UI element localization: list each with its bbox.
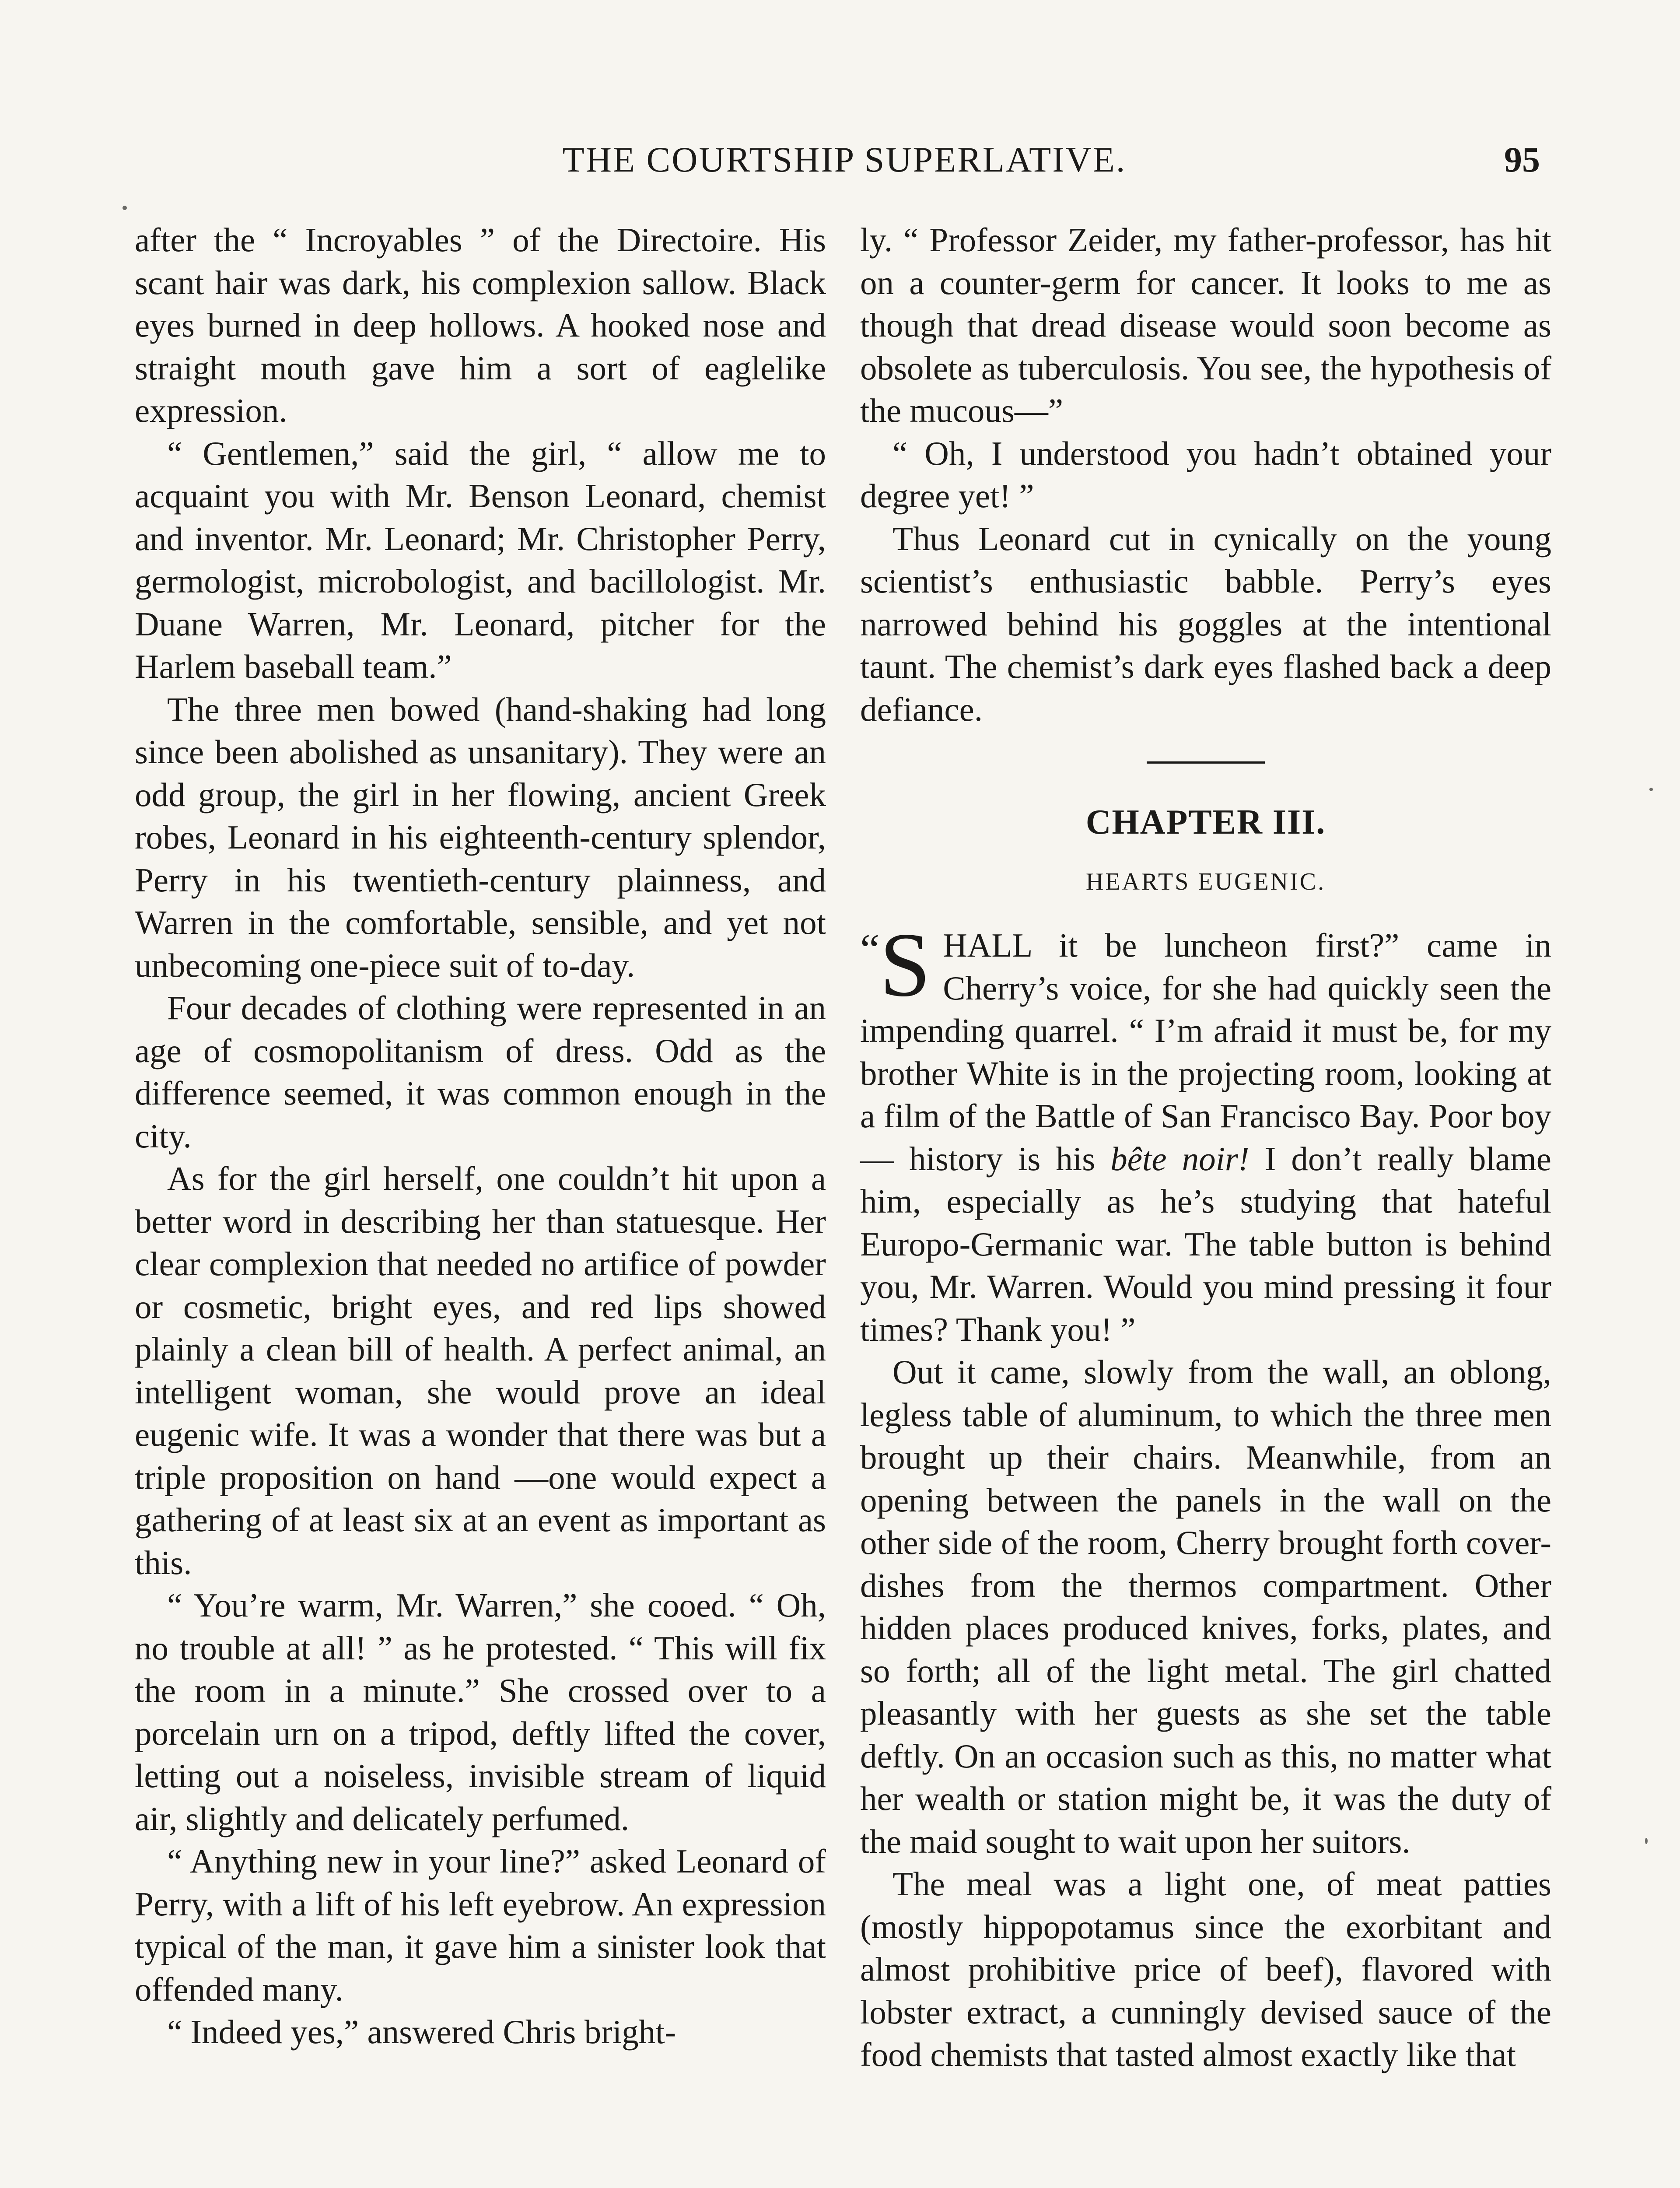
paragraph: “ You’re warm, Mr. Warren,” she cooed. “ Oh, no trouble at all! ” as he protested. “ This will fix the room in a minute.” She crossed over to a porcelain urn on a tripod, deftly lifted the cover, letting out a noiseless, invisible stream of liquid air, slightly and delicately perfumed.	[135, 1586, 826, 1837]
paragraph: “ Gentlemen,” said the girl, “ allow me to acquaint you with Mr. Benson Leonard, chemist and inventor. Mr. Leonard; Mr. Christopher Perry, germologist, microbologist, and bacillologist. Mr. Duane Warren, Mr. Leonard, pitcher for the Harlem baseball team.”	[135, 434, 826, 685]
drop-cap-letter: S	[879, 914, 931, 1016]
print-speck	[122, 206, 127, 210]
left-text-column	[135, 219, 826, 2054]
paragraph: The meal was a light one, of meat patties (mostly hippopotamus since the exorbitant and almost prohibitive price of beef), flavored with lobster extract, a cunningly devised sauce of the food chemists that tasted almost exactly like that	[860, 1865, 1551, 2073]
print-speck	[1649, 788, 1653, 791]
paragraph: Thus Leonard cut in cynically on the young scientist’s enthusiastic babble. Perry’s eyes narrowed behind his goggles at the intentional taunt. The chemist’s dark eyes flashed back a deep defiance.	[860, 519, 1551, 728]
opening-text: HALL it be luncheon first?” came in Cherry’s voice, for she had quickly seen the impending quarrel. “ I’m afraid it must be, for my brother White is in the projecting room, looking at a film of the Battle of San Francisco Bay. Poor boy — history is his	[860, 926, 1551, 1178]
right-text-column	[860, 219, 1551, 2076]
print-speck	[1645, 1838, 1648, 1844]
section-divider	[1147, 761, 1265, 764]
paragraph: The three men bowed (hand-shaking had long since been abolished as unsanitary). They were an odd group, the girl in her flowing, ancient Greek robes, Leonard in his eighteenth-century splendor, Perry in his twentieth-century plainness, and Warren in the comfortable, sensible, and yet not unbecoming one-piece suit of to-day.	[135, 690, 826, 984]
chapter-subtitle: HEARTS EUGENIC.	[1085, 868, 1326, 895]
paragraph: Out it came, slowly from the wall, an oblong, legless table of aluminum, to which the three men brought up their chairs. Meanwhile, from an opening between the panels in the wall on the other side of the room, Cherry brought forth cover-dishes from the thermos compartment. Other hidden places produced knives, forks, plates, and so forth; all of the light metal. The girl chatted pleasantly with her guests as she set the table deftly. On an occasion such as this, no matter what her wealth or station might be, it was the duty of the maid sought to wait upon her suitors.	[860, 1353, 1551, 1860]
paragraph: As for the girl herself, one couldn’t hit upon a better word in describing her than statuesque. Her clear complexion that needed no artifice of powder or cosmetic, bright eyes, and red lips showed plainly a clean bill of health. A perfect animal, an intelligent woman, she would prove an ideal eugenic wife. It was a wonder that there was but a triple proposition on hand —one would expect a gathering of at least six at an event as important as this.	[135, 1160, 826, 1581]
opening-text-end: I don’t really blame him, especially as he’s studying that hateful Europo-Germanic war. The table button is behind you, Mr. Warren. Would you mind pressing it four times? Thank you! ”	[860, 1140, 1551, 1348]
paragraph: “ Oh, I understood you hadn’t obtained your degree yet! ”	[860, 434, 1551, 515]
running-title: THE COURTSHIP SUPERLATIVE.	[562, 140, 1127, 179]
paragraph: “ Anything new in your line?” asked Leonard of Perry, with a lift of his left eyebrow. An expression typical of the man, it gave him a sinister look that offended many.	[135, 1842, 826, 2008]
drop-cap-quote: “	[860, 925, 880, 974]
paragraph: Four decades of clothing were represented in an age of cosmopolitanism of dress. Odd as the difference seemed, it was common enough in the city.	[135, 989, 826, 1155]
paragraph: ly. “ Professor Zeider, my father-professor, has hit on a counter-germ for cancer. It looks to me as though that dread disease would soon become as obsolete as tuberculosis. You see, the hypothesis of the mucous—”	[860, 221, 1551, 429]
italic-phrase: bête noir!	[1110, 1140, 1250, 1178]
paragraph: after the “ Incroyables ” of the Directoire. His scant hair was dark, his complexion sallow. Black eyes burned in deep hollows. A hooked nose and straight mouth gave him a sort of eaglelike expression.	[135, 221, 826, 429]
drop-cap	[860, 914, 931, 1016]
page-number: 95	[1504, 140, 1540, 179]
chapter-title: CHAPTER III.	[1085, 803, 1326, 842]
chapter-opening-paragraph	[860, 914, 1551, 1351]
paragraph: “ Indeed yes,” answered Chris bright-	[167, 2013, 676, 2051]
